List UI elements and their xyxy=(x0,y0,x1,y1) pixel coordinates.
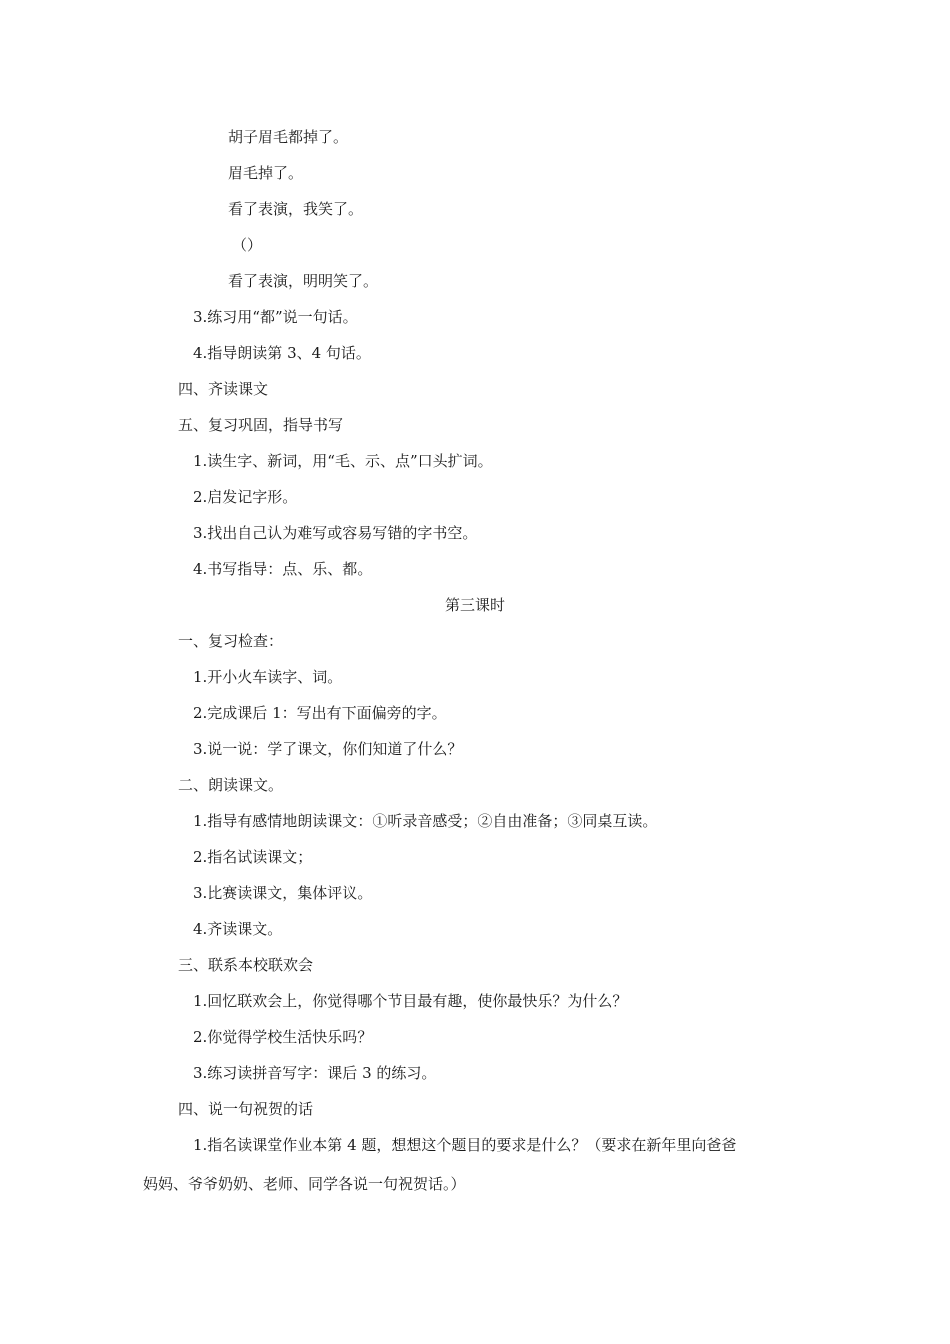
section-heading: 三、联系本校联欢会 xyxy=(178,956,314,974)
step-item: 2.指名试读课文； xyxy=(193,848,313,866)
step-item: 2.启发记字形。 xyxy=(193,488,298,506)
step-item: 4.指导朗读第 3、4 句话。 xyxy=(193,344,371,362)
step-item: 4.书写指导：点、乐、都。 xyxy=(193,560,373,578)
step-item: 3.说一说：学了课文，你们知道了什么？ xyxy=(193,740,463,758)
step-item: 2.完成课后 1：写出有下面偏旁的字。 xyxy=(193,704,447,722)
step-item: 3.练习读拼音写字：课后 3 的练习。 xyxy=(193,1064,437,1082)
step-item: 4.齐读课文。 xyxy=(193,920,283,938)
section-heading: 四、齐读课文 xyxy=(178,380,269,398)
step-item: 2.你觉得学校生活快乐吗？ xyxy=(193,1028,373,1046)
example-sentence-2: 眉毛掉了。 xyxy=(228,164,304,182)
blank-parentheses: （） xyxy=(232,236,263,254)
section-heading: 四、说一句祝贺的话 xyxy=(178,1100,314,1118)
step-item: 1.指名读课堂作业本第 4 题，想想这个题目的要求是什么？（要求在新年里向爸爸 xyxy=(193,1136,737,1154)
step-item-continuation: 妈妈、爷爷奶奶、老师、同学各说一句祝贺话。） xyxy=(143,1175,466,1193)
section-heading: 一、复习检查： xyxy=(178,632,284,650)
step-item: 3.比赛读课文，集体评议。 xyxy=(193,884,373,902)
step-item: 3.找出自己认为难写或容易写错的字书空。 xyxy=(193,524,478,542)
step-item: 1.指导有感情地朗读课文：①听录音感受；②自由准备；③同桌互读。 xyxy=(193,812,658,830)
section-heading: 二、朗读课文。 xyxy=(178,776,284,794)
step-item: 1.开小火车读字、词。 xyxy=(193,668,343,686)
section-heading: 五、复习巩固，指导书写 xyxy=(178,416,344,434)
step-item: 3.练习用“都”说一句话。 xyxy=(193,308,358,326)
example-sentence-1: 胡子眉毛都掉了。 xyxy=(228,128,349,146)
example-sentence-3: 看了表演，我笑了。 xyxy=(228,200,364,218)
step-item: 1.读生字、新词，用“毛、示、点”口头扩词。 xyxy=(193,452,493,470)
step-item: 1.回忆联欢会上，你觉得哪个节目最有趣，使你最快乐？为什么？ xyxy=(193,992,628,1010)
example-sentence-4: 看了表演，明明笑了。 xyxy=(228,272,379,290)
lesson-title: 第三课时 xyxy=(444,596,505,614)
